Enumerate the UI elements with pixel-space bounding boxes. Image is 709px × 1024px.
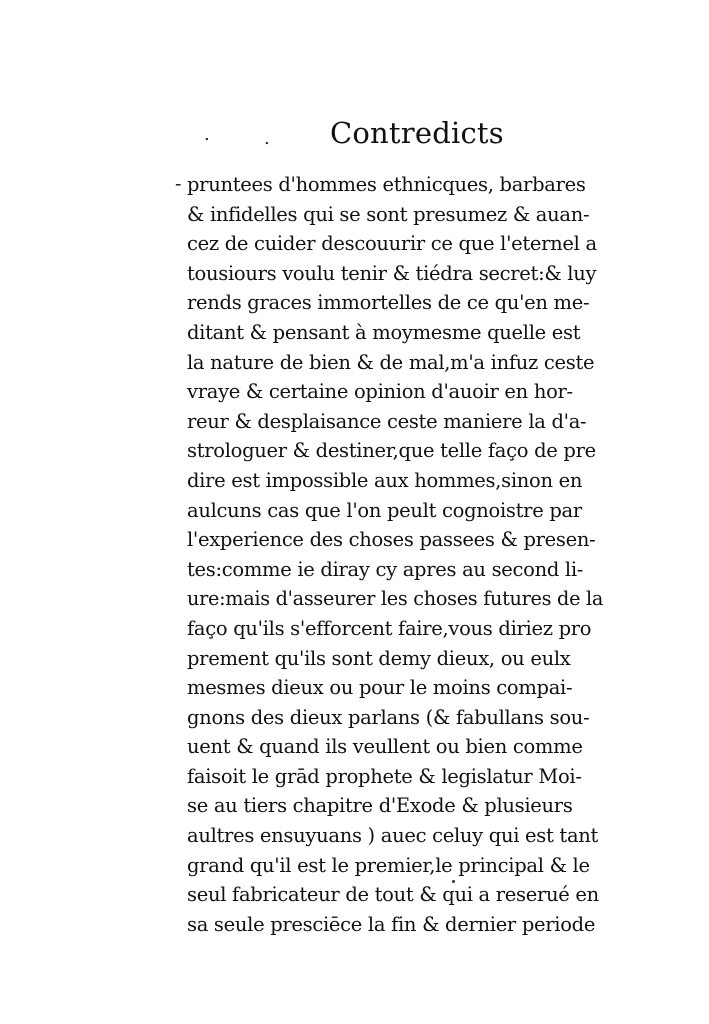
text-line: sa seule presciēce la fin & dernier periode <box>187 912 596 936</box>
text-line: grand qu'il est le premier,le principal & le <box>187 853 590 877</box>
text-line: ure:mais d'asseurer les choses futures de la <box>187 587 604 611</box>
text-line: uent & quand ils veullent ou bien comme <box>187 735 583 759</box>
body-text <box>187 170 607 939</box>
text-line: rends graces immortelles de ce qu'en me- <box>187 291 590 315</box>
text-line: cez de cuider descouurir ce que l'eternel a <box>187 232 597 256</box>
text-line: tes:comme ie diray cy apres au second li- <box>187 557 584 581</box>
text-line: strologuer & destiner,que telle faço de pre <box>187 439 596 463</box>
text-line: l'experience des choses passees & presen- <box>187 528 596 552</box>
text-line: pruntees d'hommes ethnicques, barbares <box>187 173 586 196</box>
header-mark: . <box>204 124 210 145</box>
running-title: Contredicts <box>330 116 504 150</box>
text-line: aultres ensuyuans ) auec celuy qui est tant <box>187 824 599 848</box>
header-mark: . <box>264 128 270 149</box>
print-speck <box>452 880 455 883</box>
text-line: la nature de bien & de mal,m'a infuz ceste <box>187 350 595 374</box>
text-line: dire est impossible aux hommes,sinon en <box>187 468 583 492</box>
text-line: gnons des dieux parlans (& fabullans sou- <box>187 705 590 729</box>
text-line: faisoit le grād prophete & legislatur Moi- <box>187 764 582 788</box>
text-line: seul fabricateur de tout & qui a reserué en <box>187 883 599 907</box>
text-line: reur & desplaisance ceste maniere la d'a- <box>187 409 587 433</box>
text-line: faço qu'ils s'efforcent faire,vous diriez pro <box>187 616 592 640</box>
margin-mark: - <box>175 173 182 195</box>
text-line: mesmes dieux ou pour le moins compai- <box>187 676 573 700</box>
text-line: se au tiers chapitre d'Exode & plusieurs <box>187 794 573 818</box>
text-line: ditant & pensant à moymesme quelle est <box>187 320 581 344</box>
text-line: aulcuns cas que l'on peult cognoistre par <box>187 498 582 522</box>
text-line: & infidelles qui se sont presumez & auan- <box>187 202 590 226</box>
text-line: vraye & certaine opinion d'auoir en hor- <box>187 380 573 404</box>
text-line: tousiours voulu tenir & tiédra secret:& luy <box>187 261 597 285</box>
text-line: prement qu'ils sont demy dieux, ou eulx <box>187 646 571 670</box>
